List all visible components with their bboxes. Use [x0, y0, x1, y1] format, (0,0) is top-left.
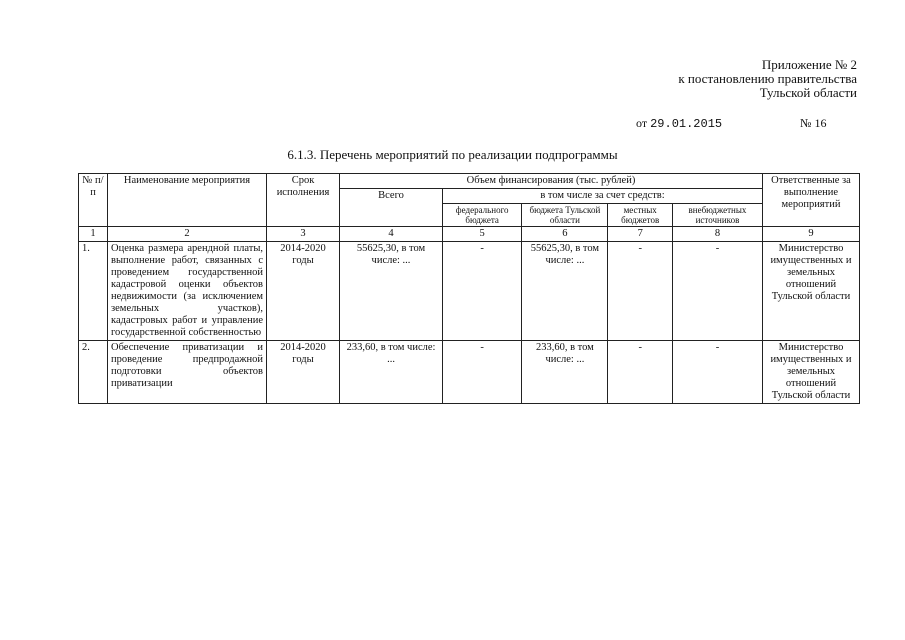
row-extra: - [672, 242, 762, 341]
resolution-date [636, 116, 722, 131]
row-local: - [608, 341, 672, 404]
row-name: Оценка размера арендной платы, выполнение работ, связанных с проведением государственной кадастровой оценки объектов недвижимости (за исключением земельных участков), кадастровых работ и управление государственной собственностью [108, 242, 267, 341]
header-name: Наименование мероприятия [108, 174, 267, 227]
col-number: 7 [608, 227, 672, 242]
row-term: 2014-2020 годы [267, 242, 340, 341]
appendix-line: к постановлению правительства [678, 71, 857, 86]
appendix-line: Тульской области [759, 85, 857, 100]
col-number: 4 [340, 227, 443, 242]
row-local: - [608, 242, 672, 341]
header-including: в том числе за счет средств: [443, 189, 763, 204]
col-number: 2 [108, 227, 267, 242]
row-regional: 233,60, в том числе: ... [522, 341, 608, 404]
resolution-number [800, 116, 826, 131]
col-number: 6 [522, 227, 608, 242]
row-resp: Министерство имущественных и земельных отношений Тульской области [763, 242, 860, 341]
row-federal: - [443, 341, 522, 404]
col-number: 8 [672, 227, 762, 242]
row-extra: - [672, 341, 762, 404]
row-name: Обеспечение приватизации и проведение предпродажной подготовки объектов приватизации [108, 341, 267, 404]
col-number: 3 [267, 227, 340, 242]
row-resp: Министерство имущественных и земельных отношений Тульской области [763, 341, 860, 404]
header-total: Всего [340, 189, 443, 227]
header-no: № п/п [79, 174, 108, 227]
row-no: 2. [79, 341, 108, 404]
row-total: 233,60, в том числе: ... [340, 341, 443, 404]
row-no: 1. [79, 242, 108, 341]
header-extra: внебюджетных источников [672, 204, 762, 227]
page-title: 6.1.3. Перечень мероприятий по реализации подпрограммы [287, 147, 618, 162]
appendix-line: Приложение № 2 [761, 57, 857, 72]
table-row [79, 341, 860, 404]
col-number: 9 [763, 227, 860, 242]
date-prefix: от [636, 116, 648, 130]
header-resp: Ответственные за выполнение мероприятий [763, 174, 860, 227]
header-funding: Объем финансирования (тыс. рублей) [340, 174, 763, 189]
number-prefix: № [800, 116, 812, 130]
measures-table [78, 173, 860, 404]
date-value: 29.01.2015 [650, 117, 723, 131]
appendix-block [678, 58, 857, 100]
row-federal: - [443, 242, 522, 341]
table-row [79, 242, 860, 341]
row-regional: 55625,30, в том числе: ... [522, 242, 608, 341]
row-term: 2014-2020 годы [267, 341, 340, 404]
header-regional: бюджета Тульской области [522, 204, 608, 227]
header-local: местных бюджетов [608, 204, 672, 227]
header-federal: федерального бюджета [443, 204, 522, 227]
number-value: 16 [814, 116, 827, 130]
header-term: Срок исполнения [267, 174, 340, 227]
col-number: 1 [79, 227, 108, 242]
row-total: 55625,30, в том числе: ... [340, 242, 443, 341]
col-number: 5 [443, 227, 522, 242]
